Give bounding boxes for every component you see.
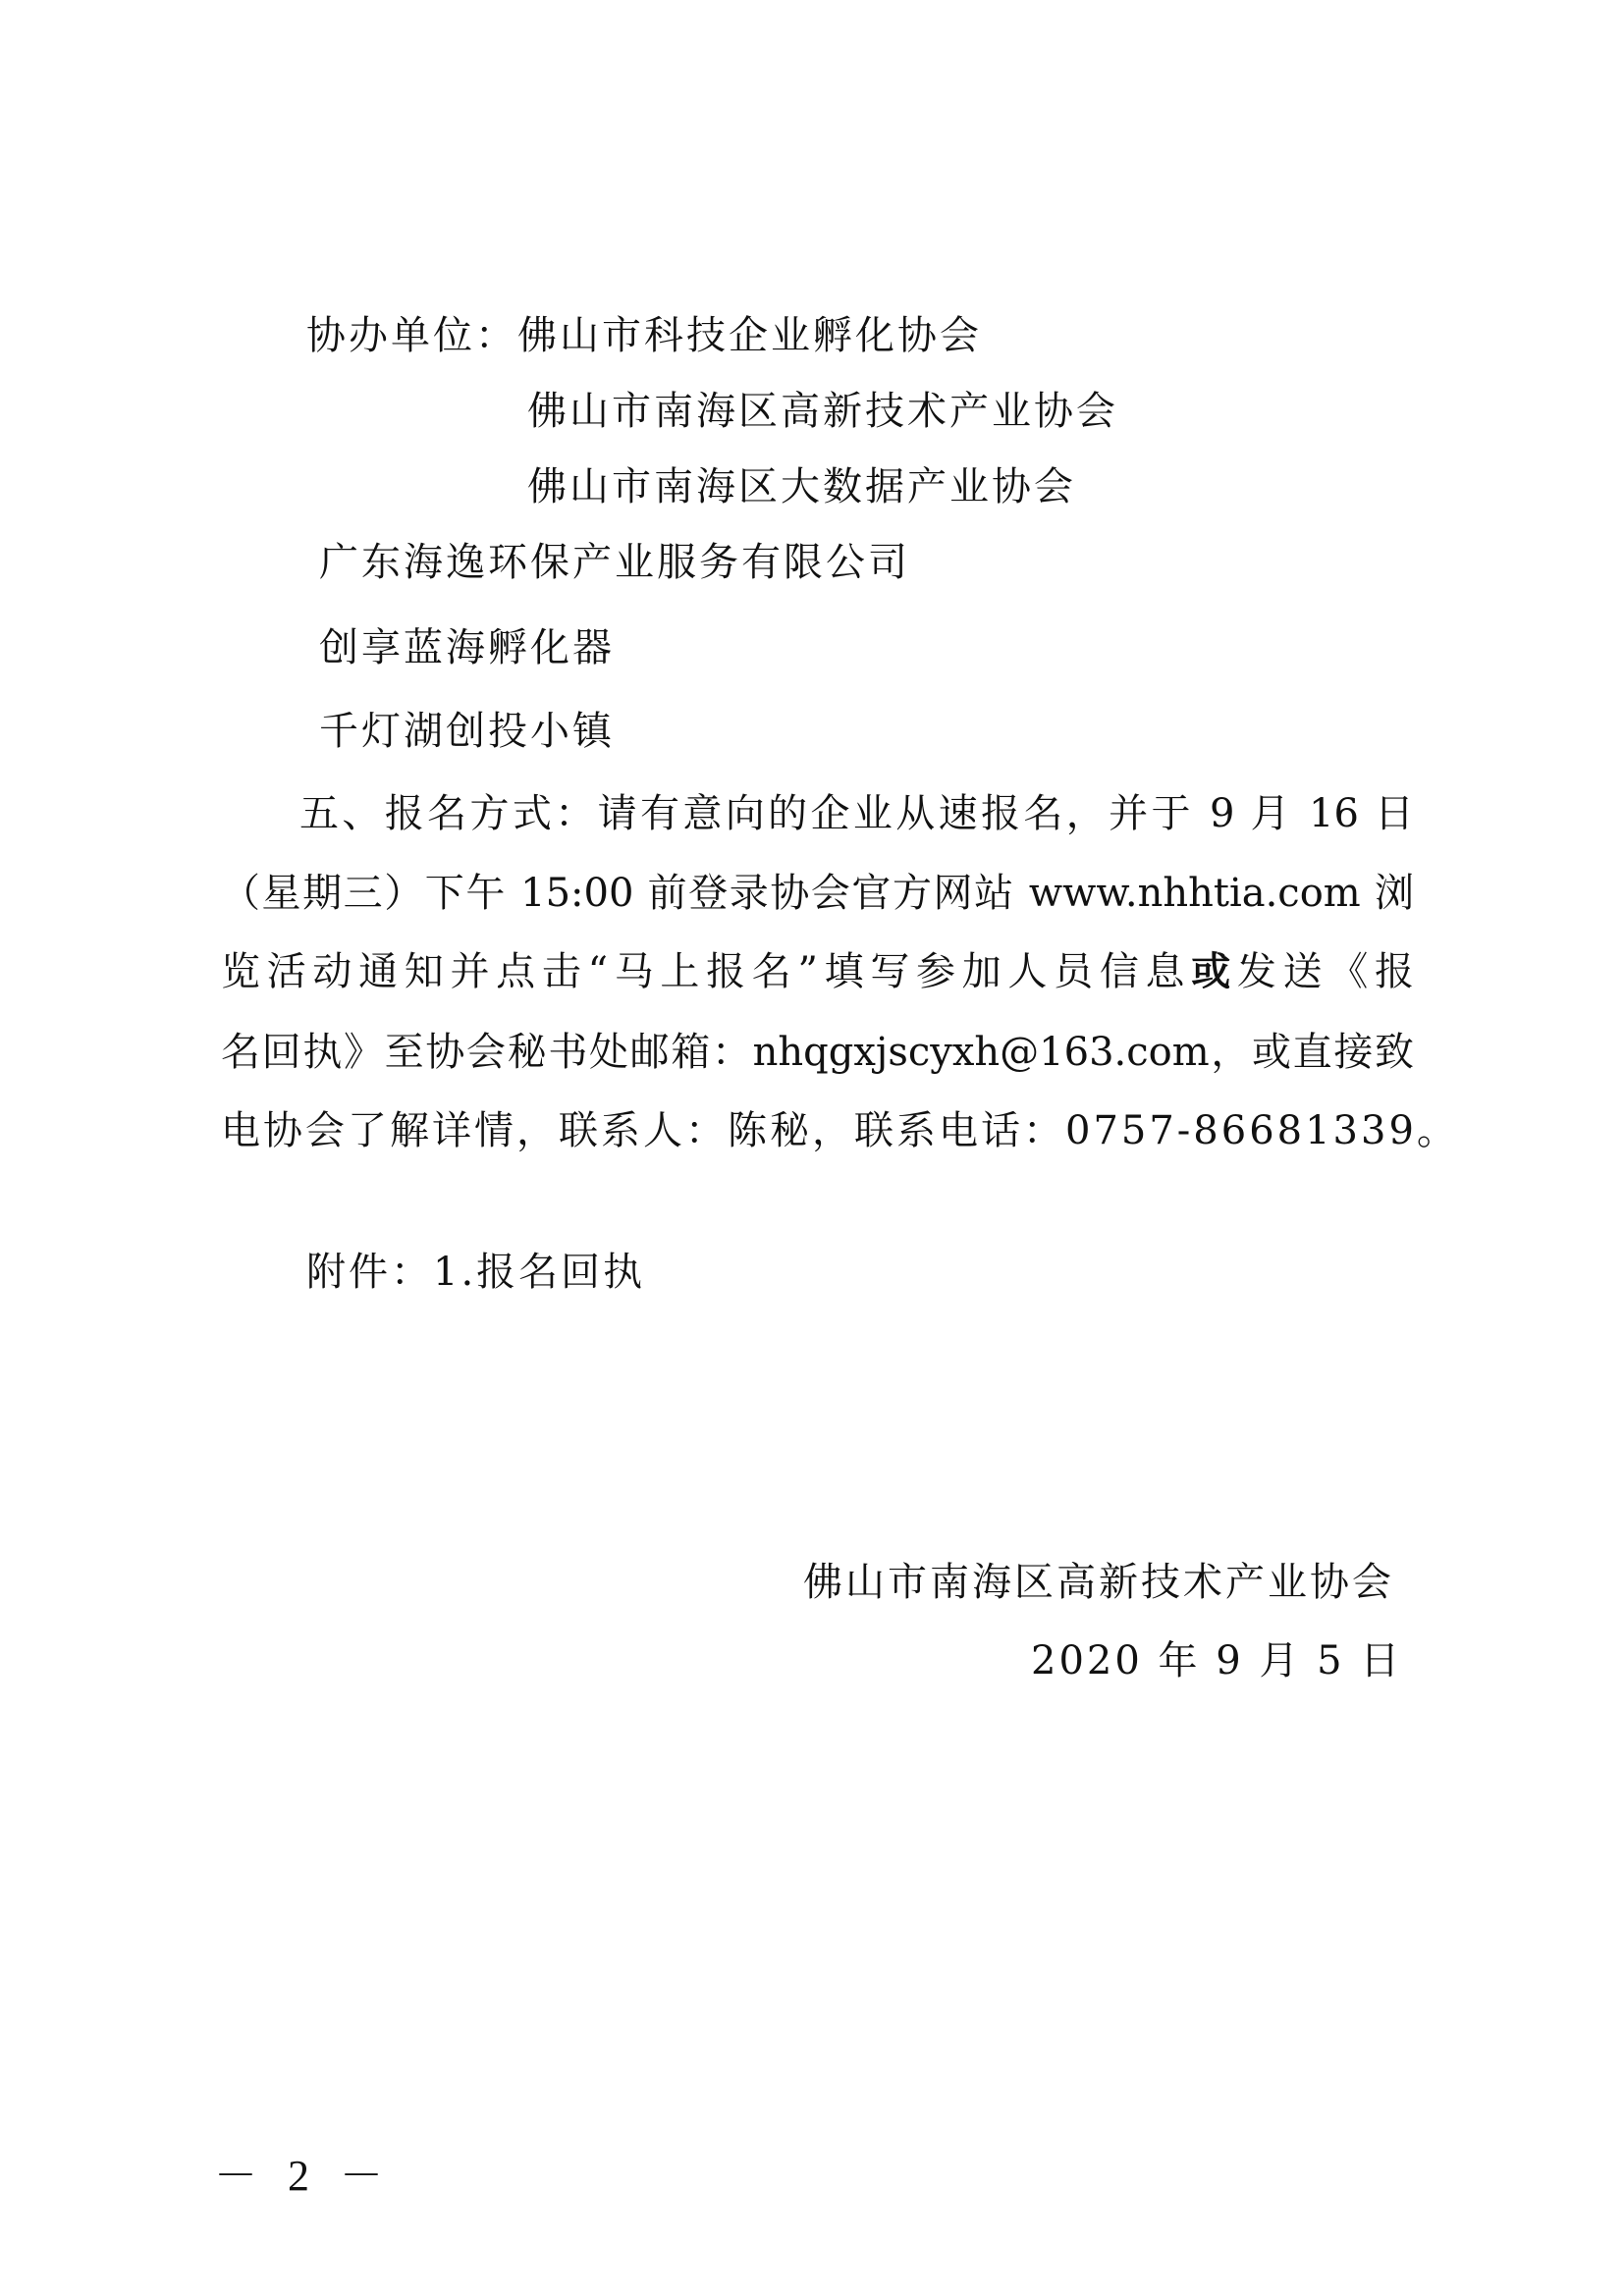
registration-line: 电协会了解详情，联系人：陈秘，联系电话：0757-86681339。 [221,1108,1459,1153]
co-organizers-label [306,312,982,359]
co-organizer-item: 千灯湖创投小镇 [319,709,615,754]
registration-line [221,948,1414,995]
bold-or: 或 [1191,948,1237,994]
co-organizer-item: 佛山市南海区大数据产业协会 [527,464,1076,509]
registration-line: 名回执》至协会秘书处邮箱：nhqgxjscyxh@163.com，或直接致 [221,1030,1414,1075]
co-organizer-item: 广东海逸环保产业服务有限公司 [319,540,910,585]
page-number: － 2 － [214,2152,393,2200]
registration-line-tail: 发送《报 [1236,949,1415,994]
signature-org: 佛山市南海区高新技术产业协会 [803,1560,1394,1605]
co-organizer-item: 佛山市南海区高新技术产业协会 [527,389,1118,434]
co-organizer-item: 佛山市科技企业孵化协会 [517,313,982,358]
registration-line: 五、报名方式：请有意向的企业从速报名，并于 9 月 16 日 [299,791,1414,836]
registration-line: （星期三）下午 15:00 前登录协会官方网站 www.nhhtia.com 浏 [221,871,1414,916]
signature-date: 2020 年 9 月 5 日 [1031,1638,1403,1683]
registration-line-text: 览活动通知并点击“马上报名”填写参加人员信息 [221,949,1192,994]
co-organizers-label-text: 协办单位： [306,313,517,358]
co-organizer-item: 创享蓝海孵化器 [319,625,615,670]
attachment-line: 附件：1.报名回执 [306,1250,646,1295]
